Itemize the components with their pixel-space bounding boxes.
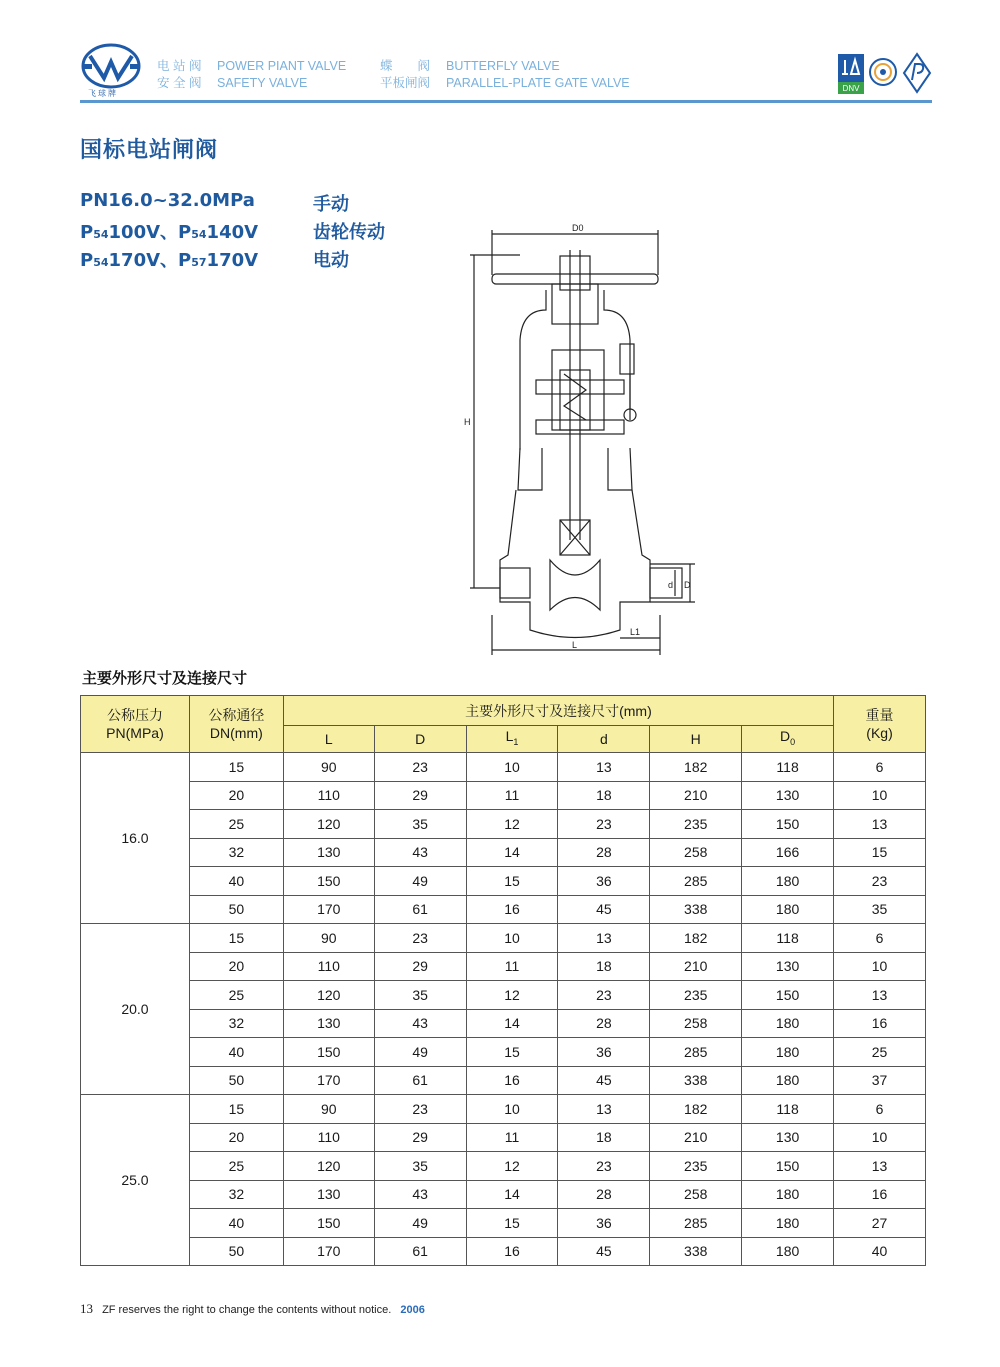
table-row — [81, 1180, 926, 1209]
table-cell: 182 — [650, 924, 742, 953]
header-category-en-1: POWER PIANT VALVE SAFETY VALVE — [217, 59, 347, 90]
table-cell: 11 — [466, 781, 558, 810]
table-cell: 43 — [374, 838, 466, 867]
table-row — [81, 753, 926, 782]
table-cell: 23 — [374, 1095, 466, 1124]
table-cell: 13 — [834, 1152, 926, 1181]
table-cell: 90 — [283, 1095, 374, 1124]
table-cell: 90 — [283, 753, 374, 782]
table-cell: 32 — [189, 838, 283, 867]
dim-label-l: L — [572, 640, 578, 650]
table-cell: 210 — [650, 781, 742, 810]
table-cell: 15 — [466, 1209, 558, 1238]
table-cell: 120 — [283, 981, 374, 1010]
table-cell: 37 — [834, 1066, 926, 1095]
table-row — [81, 1009, 926, 1038]
table-cell: 118 — [742, 924, 834, 953]
spec-gear-models: P54100V、P54140V — [80, 222, 259, 243]
table-cell: 285 — [650, 1209, 742, 1238]
table-cell: 182 — [650, 753, 742, 782]
table-cell: 28 — [558, 838, 650, 867]
table-cell: 6 — [834, 753, 926, 782]
table-cell: 258 — [650, 1009, 742, 1038]
table-cell: 258 — [650, 1180, 742, 1209]
table-cell: 180 — [742, 1237, 834, 1266]
table-cell: 29 — [374, 952, 466, 981]
footer-note: ZF reserves the right to change the contents without notice. — [102, 1304, 392, 1316]
table-cell: 10 — [834, 781, 926, 810]
table-cell: 43 — [374, 1009, 466, 1038]
header-col-l1: $L_1$ — [466, 726, 558, 753]
header-col-d-small: d — [558, 726, 650, 753]
table-cell: 29 — [374, 781, 466, 810]
table-cell: 50 — [189, 895, 283, 924]
header-col-h: H — [650, 726, 742, 753]
table-cell: 40 — [189, 867, 283, 896]
table-cell: 35 — [834, 895, 926, 924]
footer-year: 2006 — [400, 1304, 425, 1316]
table-cell: 40 — [189, 1038, 283, 1067]
table-cell: 18 — [558, 781, 650, 810]
table-cell: 27 — [834, 1209, 926, 1238]
table-cell: 110 — [283, 952, 374, 981]
table-cell: 20 — [189, 781, 283, 810]
table-cell: 120 — [283, 1152, 374, 1181]
spec-electric-models: P54170V、P57170V — [80, 250, 259, 271]
table-cell: 16 — [834, 1009, 926, 1038]
table-cell: 338 — [650, 895, 742, 924]
table-cell: 110 — [283, 1123, 374, 1152]
table-row — [81, 952, 926, 981]
table-cell: 210 — [650, 1123, 742, 1152]
table-cell: 29 — [374, 1123, 466, 1152]
table-row — [81, 1209, 926, 1238]
table-cell: 12 — [466, 810, 558, 839]
header-category-cn-2: 蝶 阀 平板闸阀 — [380, 59, 431, 90]
header-col-d0: $D_0$ — [742, 726, 834, 753]
table-row — [81, 810, 926, 839]
table-title: 主要外形尺寸及连接尺寸 — [82, 669, 248, 687]
table-cell: 45 — [558, 895, 650, 924]
table-cell: 10 — [466, 924, 558, 953]
table-cell: 110 — [283, 781, 374, 810]
table-cell: 170 — [283, 1066, 374, 1095]
page-header — [80, 40, 932, 102]
table-cell: 13 — [558, 753, 650, 782]
pressure-cell: 25.0 — [81, 1095, 190, 1266]
table-row — [81, 895, 926, 924]
header-pressure: 公称压力 PN(MPa) — [81, 696, 190, 753]
table-cell: 170 — [283, 895, 374, 924]
table-cell: 10 — [466, 753, 558, 782]
table-cell: 150 — [283, 867, 374, 896]
table-cell: 235 — [650, 810, 742, 839]
table-cell: 35 — [374, 1152, 466, 1181]
table-cell: 10 — [834, 1123, 926, 1152]
table-cell: 180 — [742, 1066, 834, 1095]
table-cell: 6 — [834, 1095, 926, 1124]
table-cell: 14 — [466, 1180, 558, 1209]
table-cell: 6 — [834, 924, 926, 953]
table-row — [81, 838, 926, 867]
table-cell: 32 — [189, 1009, 283, 1038]
logo-caption: 飞球牌 — [88, 89, 118, 98]
table-cell: 15 — [189, 924, 283, 953]
table-cell: 235 — [650, 1152, 742, 1181]
table-cell: 36 — [558, 1038, 650, 1067]
table-cell: 15 — [189, 1095, 283, 1124]
table-row — [81, 981, 926, 1010]
header-dn: 公称通径 DN(mm) — [189, 696, 283, 753]
page-footer — [80, 1301, 425, 1317]
table-cell: 45 — [558, 1066, 650, 1095]
table-cell: 49 — [374, 867, 466, 896]
table-cell: 10 — [834, 952, 926, 981]
table-cell: 14 — [466, 1009, 558, 1038]
table-cell: 11 — [466, 1123, 558, 1152]
table-cell: 61 — [374, 895, 466, 924]
table-cell: 61 — [374, 1066, 466, 1095]
svg-text:DNV: DNV — [842, 84, 860, 93]
table-cell: 182 — [650, 1095, 742, 1124]
table-cell: 285 — [650, 1038, 742, 1067]
table-cell: 118 — [742, 1095, 834, 1124]
table-row — [81, 1152, 926, 1181]
table-row — [81, 867, 926, 896]
header-category-cn-1: 电 站 阀 安 全 阀 — [157, 59, 202, 90]
header-dimensions-group: 主要外形尺寸及连接尺寸(mm) — [283, 696, 833, 726]
table-cell: 23 — [558, 1152, 650, 1181]
table-cell: 25 — [189, 810, 283, 839]
api-monogram-icon — [902, 52, 932, 94]
table-cell: 180 — [742, 895, 834, 924]
dimensions-table — [80, 695, 926, 1266]
table-cell: 40 — [189, 1209, 283, 1238]
table-cell: 130 — [283, 1180, 374, 1209]
table-cell: 36 — [558, 1209, 650, 1238]
table-cell: 338 — [650, 1066, 742, 1095]
table-cell: 13 — [834, 810, 926, 839]
table-row — [81, 924, 926, 953]
table-cell: 130 — [283, 838, 374, 867]
dim-label-d-big: D — [684, 580, 691, 590]
table-cell: 16 — [466, 1237, 558, 1266]
table-cell: 49 — [374, 1038, 466, 1067]
table-cell: 35 — [374, 810, 466, 839]
table-cell: 23 — [558, 981, 650, 1010]
pressure-cell: 20.0 — [81, 924, 190, 1095]
table-row — [81, 1237, 926, 1266]
table-cell: 25 — [834, 1038, 926, 1067]
table-cell: 32 — [189, 1180, 283, 1209]
table-cell: 36 — [558, 867, 650, 896]
table-cell: 23 — [834, 867, 926, 896]
table-cell: 90 — [283, 924, 374, 953]
pressure-cell: 16.0 — [81, 753, 190, 924]
dim-label-d0: D0 — [572, 223, 584, 233]
table-cell: 120 — [283, 810, 374, 839]
header-col-d-big: D — [374, 726, 466, 753]
table-cell: 18 — [558, 952, 650, 981]
table-cell: 11 — [466, 952, 558, 981]
table-cell: 15 — [189, 753, 283, 782]
dim-label-h: H — [464, 417, 471, 427]
header-category-en-2: BUTTERFLY VALVE PARALLEL-PLATE GATE VALVE — [446, 59, 630, 90]
table-cell: 166 — [742, 838, 834, 867]
table-row — [81, 1095, 926, 1124]
table-cell: 25 — [189, 1152, 283, 1181]
table-cell: 130 — [283, 1009, 374, 1038]
table-cell: 338 — [650, 1237, 742, 1266]
table-cell: 130 — [742, 1123, 834, 1152]
table-cell: 16 — [466, 1066, 558, 1095]
table-cell: 180 — [742, 1180, 834, 1209]
table-cell: 170 — [283, 1237, 374, 1266]
table-cell: 150 — [742, 810, 834, 839]
table-cell: 180 — [742, 1009, 834, 1038]
table-cell: 50 — [189, 1066, 283, 1095]
quality-cert-seal-icon — [868, 54, 898, 94]
table-cell: 14 — [466, 838, 558, 867]
table-cell: 130 — [742, 952, 834, 981]
header-rule — [80, 100, 932, 103]
dnv-cert-icon — [838, 54, 864, 96]
table-row — [81, 1038, 926, 1067]
table-cell: 130 — [742, 781, 834, 810]
table-cell: 210 — [650, 952, 742, 981]
page-title: 国标电站闸阀 — [80, 138, 219, 163]
table-cell: 20 — [189, 952, 283, 981]
table-cell: 285 — [650, 867, 742, 896]
table-cell: 49 — [374, 1209, 466, 1238]
table-cell: 28 — [558, 1009, 650, 1038]
table-cell: 61 — [374, 1237, 466, 1266]
table-cell: 13 — [558, 1095, 650, 1124]
spec-electric: 电动 — [313, 250, 349, 271]
table-cell: 43 — [374, 1180, 466, 1209]
table-cell: 10 — [466, 1095, 558, 1124]
table-cell: 25 — [189, 981, 283, 1010]
dim-label-l1: L1 — [630, 627, 641, 637]
table-cell: 12 — [466, 1152, 558, 1181]
table-cell: 12 — [466, 981, 558, 1010]
dim-label-d-small: d — [668, 580, 674, 590]
table-cell: 180 — [742, 867, 834, 896]
table-cell: 15 — [834, 838, 926, 867]
table-row — [81, 781, 926, 810]
table-body — [81, 753, 926, 1266]
table-cell: 150 — [742, 1152, 834, 1181]
gate-valve-drawing — [460, 220, 700, 660]
table-cell: 150 — [283, 1038, 374, 1067]
header-weight: 重量 (Kg) — [834, 696, 926, 753]
table-cell: 40 — [834, 1237, 926, 1266]
header-col-l: L — [283, 726, 374, 753]
table-cell: 118 — [742, 753, 834, 782]
table-row — [81, 1066, 926, 1095]
table-cell: 15 — [466, 1038, 558, 1067]
table-cell: 16 — [834, 1180, 926, 1209]
table-cell: 35 — [374, 981, 466, 1010]
table-cell: 16 — [466, 895, 558, 924]
table-cell: 258 — [650, 838, 742, 867]
table-cell: 45 — [558, 1237, 650, 1266]
table-cell: 18 — [558, 1123, 650, 1152]
page-number: 13 — [80, 1301, 93, 1316]
spec-manual: 手动 — [313, 194, 349, 215]
table-cell: 15 — [466, 867, 558, 896]
table-cell: 150 — [283, 1209, 374, 1238]
table-cell: 150 — [742, 981, 834, 1010]
table-cell: 180 — [742, 1038, 834, 1067]
spec-gear: 齿轮传动 — [313, 222, 385, 243]
table-cell: 13 — [558, 924, 650, 953]
table-cell: 13 — [834, 981, 926, 1010]
table-cell: 50 — [189, 1237, 283, 1266]
table-cell: 20 — [189, 1123, 283, 1152]
table-cell: 235 — [650, 981, 742, 1010]
table-cell: 28 — [558, 1180, 650, 1209]
table-cell: 23 — [558, 810, 650, 839]
table-cell: 23 — [374, 924, 466, 953]
table-cell: 23 — [374, 753, 466, 782]
spec-pressure: PN16.0~32.0MPa — [80, 190, 255, 211]
table-row — [81, 1123, 926, 1152]
table-cell: 180 — [742, 1209, 834, 1238]
